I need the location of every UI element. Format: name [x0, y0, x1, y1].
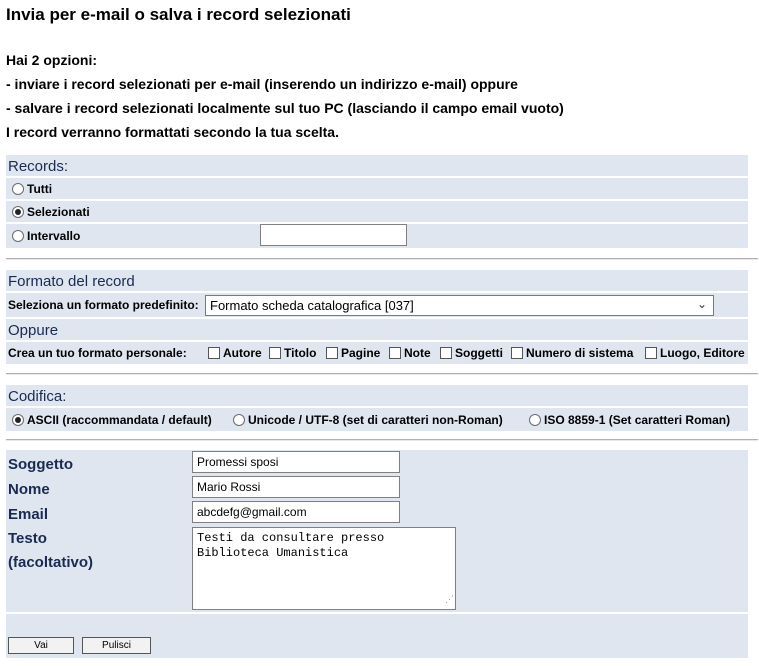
submit-button[interactable]: Vai — [8, 637, 74, 654]
subject-input[interactable]: Promessi sposi — [192, 451, 400, 473]
checkbox-pages[interactable]: Pagine — [326, 346, 380, 360]
checkbox-icon[interactable] — [326, 347, 338, 359]
checkbox-subjects[interactable]: Soggetti — [440, 346, 503, 360]
or-heading: Oppure — [8, 322, 59, 339]
checkbox-icon[interactable] — [208, 347, 220, 359]
predefined-format-select[interactable] — [205, 295, 714, 316]
page-title: Invia per e-mail o salva i record selezionati — [6, 5, 351, 24]
section-divider — [6, 258, 758, 260]
radio-encoding-utf8[interactable]: Unicode / UTF-8 (set di caratteri non-Roman) — [233, 413, 503, 427]
predefined-format-value: Formato scheda catalografica [037] — [210, 298, 414, 313]
section-divider — [6, 439, 758, 441]
subject-label: Soggetto — [8, 456, 73, 473]
checkbox-icon[interactable] — [269, 347, 281, 359]
radio-records-range[interactable]: Intervallo — [12, 229, 80, 243]
radio-icon[interactable] — [529, 414, 541, 426]
radio-icon[interactable] — [12, 183, 24, 195]
records-heading: Records: — [8, 158, 69, 175]
predefined-format-label: Seleziona un formato predefinito: — [8, 298, 199, 312]
message-text: Testi da consultare presso Biblioteca Umanistica — [197, 531, 385, 560]
chevron-down-icon: ⌄ — [696, 297, 707, 311]
records-row-band — [6, 201, 748, 222]
checkbox-icon[interactable] — [645, 347, 657, 359]
encoding-header-band — [6, 385, 748, 406]
section-divider — [6, 373, 758, 375]
custom-format-label: Crea un tuo formato personale: — [8, 346, 187, 360]
text-label: Testo — [8, 530, 47, 547]
intro-line: - salvare i record selezionati localmente sul tuo PC (lasciando il campo email vuoto) — [6, 100, 564, 116]
radio-icon[interactable] — [12, 230, 24, 242]
email-label: Email — [8, 506, 49, 523]
checkbox-icon[interactable] — [440, 347, 452, 359]
checkbox-notes[interactable]: Note — [389, 346, 431, 360]
checkbox-place-publisher[interactable]: Luogo, Editore — [645, 346, 745, 360]
radio-records-selected[interactable]: Selezionati — [12, 205, 90, 219]
resize-grip-icon[interactable]: ⋰ — [445, 595, 453, 605]
checkbox-author[interactable]: Autore — [208, 346, 262, 360]
name-input[interactable]: Mario Rossi — [192, 476, 400, 498]
radio-icon[interactable] — [233, 414, 245, 426]
format-or-band — [6, 319, 748, 340]
radio-icon[interactable] — [12, 414, 24, 426]
radio-encoding-ascii[interactable]: ASCII (raccommandata / default) — [12, 413, 212, 427]
reset-button[interactable]: Pulisci — [82, 637, 151, 654]
intro-line: Hai 2 opzioni: — [6, 52, 97, 68]
radio-records-all[interactable]: Tutti — [12, 182, 52, 196]
radio-encoding-iso[interactable]: ISO 8859-1 (Set caratteri Roman) — [529, 413, 730, 427]
checkbox-icon[interactable] — [511, 347, 523, 359]
records-header-band — [6, 155, 748, 176]
records-row-band — [6, 178, 748, 199]
intro-text — [6, 48, 564, 144]
radio-icon[interactable] — [12, 206, 24, 218]
intro-line: - inviare i record selezionati per e-mail (inserendo un indirizzo e-mail) oppure — [6, 76, 518, 92]
checkbox-system-number[interactable]: Numero di sistema — [511, 346, 633, 360]
email-input[interactable]: abcdefg@gmail.com — [192, 501, 400, 523]
format-heading: Formato del record — [8, 273, 135, 290]
checkbox-title[interactable]: Titolo — [269, 346, 316, 360]
intro-line: I record verranno formattati secondo la tua scelta. — [6, 124, 339, 140]
range-input[interactable] — [260, 224, 407, 246]
text-optional-label: (facoltativo) — [8, 554, 94, 571]
name-label: Nome — [8, 481, 50, 498]
encoding-heading: Codifica: — [8, 388, 67, 405]
checkbox-icon[interactable] — [389, 347, 401, 359]
message-textarea[interactable] — [192, 527, 456, 610]
